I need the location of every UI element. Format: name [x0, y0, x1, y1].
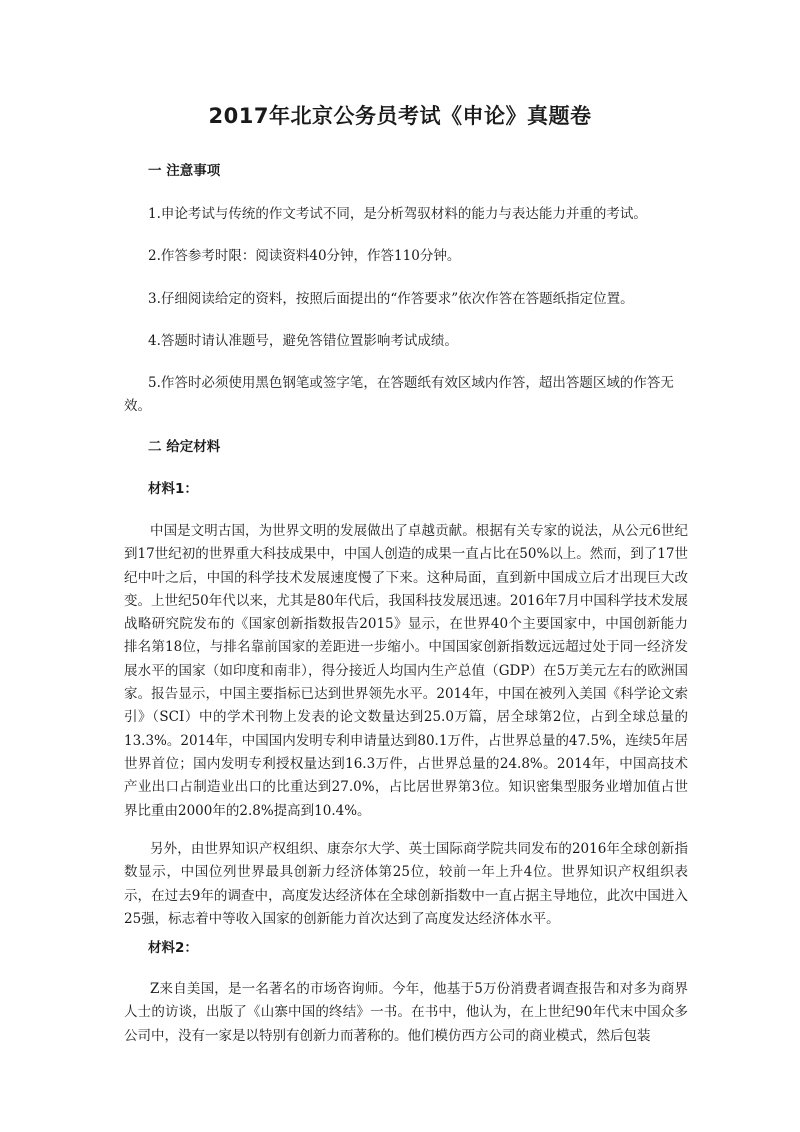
material-1-label: 材料1：: [148, 481, 198, 497]
note-item-3: 3.仔细阅读给定的资料，按照后面提出的“作答要求”依次作答在答题纸指定位置。: [148, 291, 634, 307]
section-heading-notes: 一 注意事项: [148, 163, 221, 179]
note-item-5: 5.作答时必须使用黑色钢笔或签字笔，在答题纸有效区域内作答，超出答题区域的作答无效。: [124, 375, 674, 415]
material-1-paragraph-2: 另外，由世界知识产权组织、康奈尔大学、英士国际商学院共同发布的2016年全球创新指数显示，中国位列世界最具创新力经济体第25位，较前一年上升4位。世界知识产权组织表示，在过去9年的调查中，高度发达经济体在全球创新指数中一直占据主导地位，此次中国进入25强，标志着中等收入国家的创新能力首次达到了高度发达经济体水平。: [124, 841, 688, 927]
note-item-4: 4.答题时请认准题号，避免答错位置影响考试成绩。: [148, 333, 458, 349]
note-item-2: 2.作答参考时限：阅读资料40分钟，作答110分钟。: [148, 248, 461, 264]
section-heading-materials: 二 给定材料: [148, 439, 221, 455]
material-2-label: 材料2：: [148, 940, 198, 956]
material-1-paragraph-1: 中国是文明古国，为世界文明的发展做出了卓越贡献。根据有关专家的说法，从公元6世纪到17世纪初的世界重大科技成果中，中国人创造的成果一直占比在50%以上。然而，到了17世纪中叶之后，中国的科学技术发展速度慢了下来。这种局面，直到新中国成立后才出现巨大改变。上世纪50年代以来，尤其是80年代后，我国科技发展迅速。2016年7月中国科学技术发展战略研究院发布的《国家创新指数报告2015》显示，在世界40个主要国家中，中国创新能力排名第18位，与排名靠前国家的差距进一步缩小。中国国家创新指数远远超过处于同一经济发展水平的国家（如印度和南非），得分接近人均国内生产总值（GDP）在5万美元左右的欧洲国家。报告显示，中国主要指标已达到世界领先水平。2014年，中国在被列入美国《科学论文索引》（SCI）中的学术刊物上发表的论文数量达到25.0万篇，居全球第2位，占到全球总量的13.3%。2014年，中国国内发明专利申请量达到80.1万件，占世界总量的47.5%，连续5年居世界首位；国内发明专利授权量达到16.3万件，占世界总量的24.8%。2014年，中国高技术产业出口占制造业出口的比重达到27.0%，占比居世界第3位。知识密集型服务业增加值占世界比重由2000年的2.8%提高到10.4%。: [124, 523, 688, 819]
note-item-1: 1.申论考试与传统的作文考试不同，是分析驾驭材料的能力与表达能力并重的考试。: [148, 206, 647, 222]
material-2-paragraph-1: Z来自美国，是一名著名的市场咨询师。今年，他基于5万份消费者调查报告和对多为商界人士的访谈，出版了《山寨中国的终结》一书。在书中，他认为，在上世纪90年代末中国众多公司中，没有一家是以特别有创新力而著称的。他们模仿西方公司的商业模式，然后包装: [124, 981, 688, 1044]
document-title: 2017年北京公务员考试《申论》真题卷: [208, 104, 592, 128]
